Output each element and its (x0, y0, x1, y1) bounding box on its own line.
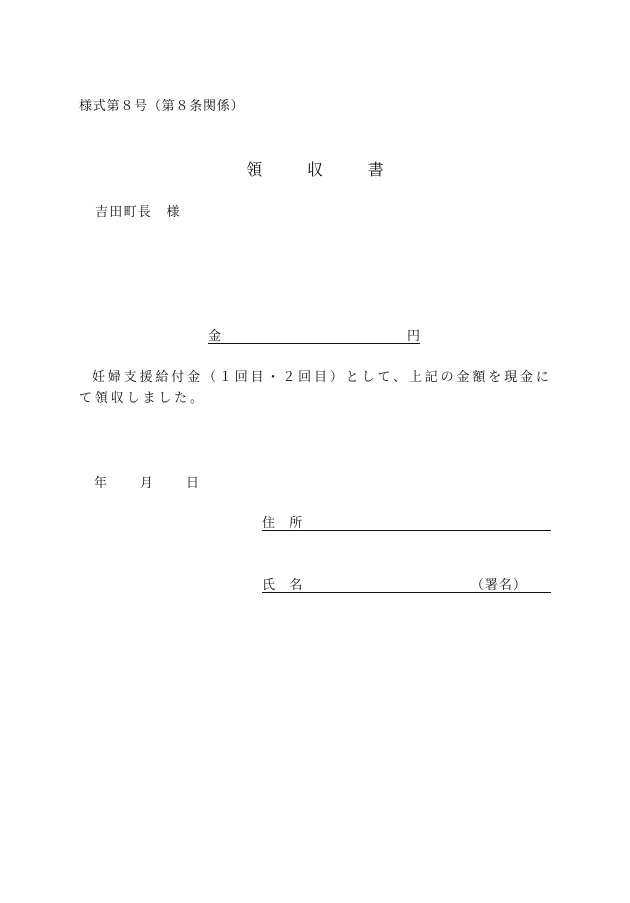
address-label: 住所 (262, 516, 317, 531)
receipt-statement: 妊婦支援給付金（１回目・２回目）として、上記の金額を現金にて領収しました。 (79, 370, 552, 406)
amount-prefix: 金 (208, 329, 222, 344)
amount-suffix: 円 (406, 329, 420, 344)
date-year-label: 年 (94, 476, 108, 491)
name-label: 氏名 (262, 578, 317, 593)
form-number: 様式第８号（第８条関係） (79, 99, 245, 114)
signature-note: （署名） (470, 578, 527, 593)
date-month-label: 月 (140, 476, 154, 491)
address-field[interactable] (262, 512, 551, 531)
amount-field[interactable] (208, 325, 420, 344)
addressee: 吉田町長 様 (95, 205, 181, 220)
date-day-label: 日 (186, 476, 200, 491)
name-field[interactable] (262, 574, 551, 593)
date-row (94, 472, 199, 491)
document-title: 領 収 書 (246, 160, 399, 179)
